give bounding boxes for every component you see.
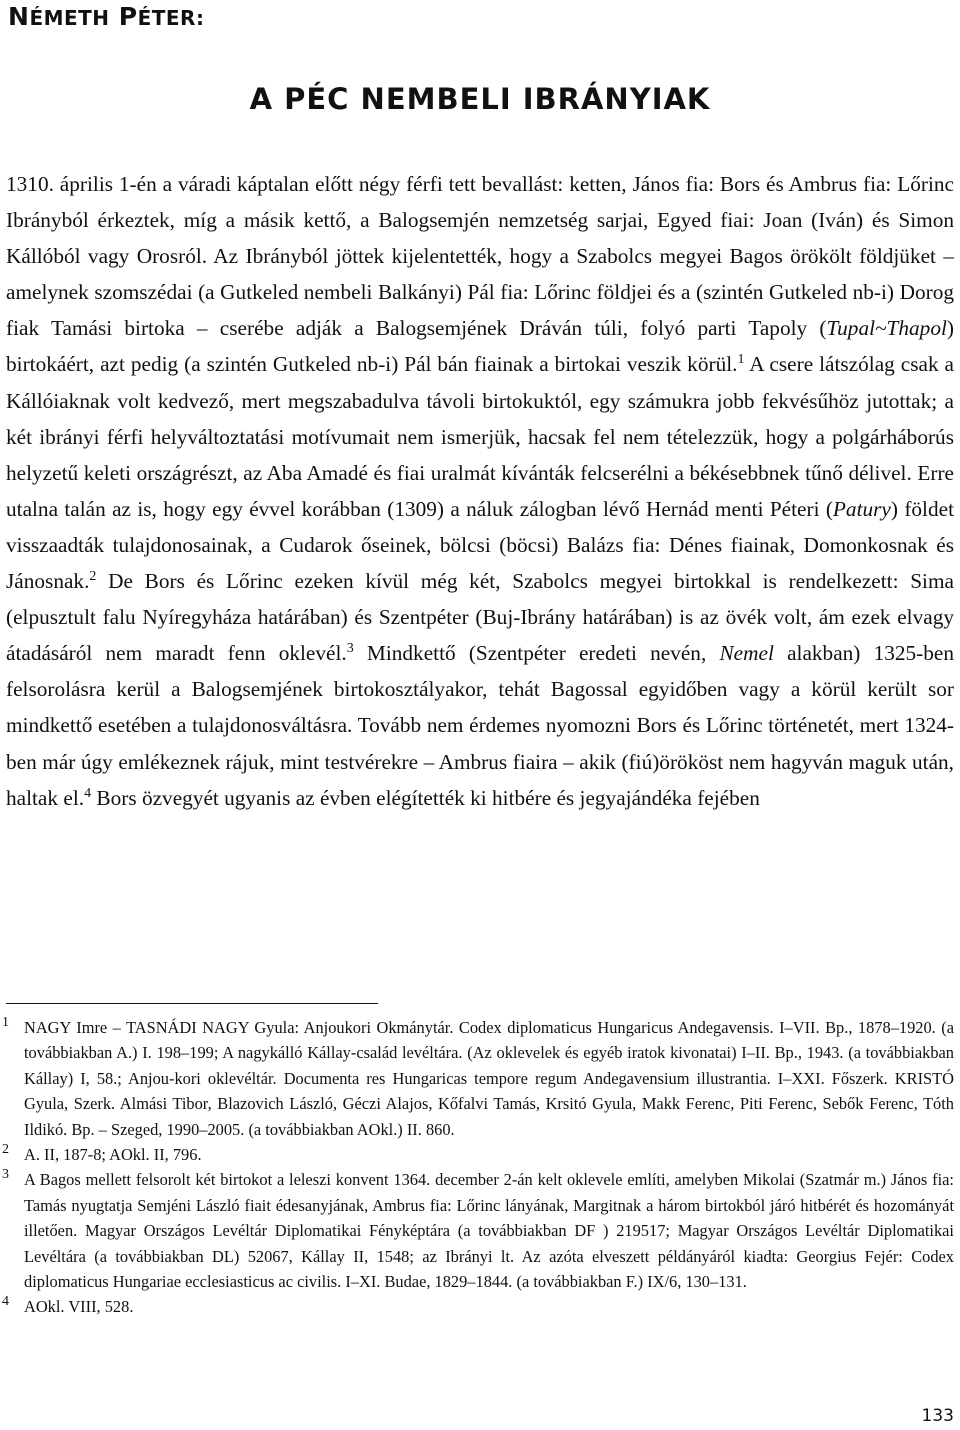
body-paragraph xyxy=(6,166,954,816)
place-name-italic: Nemel xyxy=(719,641,774,666)
footnote-text: A. II, 187-8; AOkl. II, 796. xyxy=(24,1145,202,1165)
footnote-divider xyxy=(6,1003,378,1004)
author-initial-1: N xyxy=(8,2,30,31)
footnote-ref-2[interactable]: 2 xyxy=(89,569,97,585)
body-text xyxy=(6,166,954,816)
body-text-segment: Mindkettő (Szentpéter eredeti nevén, xyxy=(353,641,720,666)
author-rest-2: ÉTER: xyxy=(137,6,205,30)
footnote-number: 1 xyxy=(2,1015,9,1030)
body-text-segment: alakban) 1325-ben felsorolásra kerül a Balogsemjének birtokosztályakor, tehát Bagossal egyidőben vagy a körül került sor mindkettő esetében a tulajdonosváltásra. Tovább nem érdemes nyomozni Bors és Lőrinc történetét, mert 1324-ben már úgy emlékeznek rájuk, mint testvérekre – Ambrus fiaira – akik (fiú)örököst nem hagyván maguk után, haltak el. xyxy=(6,641,955,810)
footnotes xyxy=(2,1015,954,1320)
footnote-ref-4[interactable]: 4 xyxy=(84,785,92,801)
place-name-italic: Tupal~Thapol xyxy=(826,316,947,341)
body-text-segment: De Bors és Lőrinc ezeken kívül még két, Szabolcs megyei birtokkal is rendelkezett: Sima (elpusztult falu Nyíregyháza határában) és Szentpéter (Buj-Ibrány határában) is az övék volt, ám ezek elvagy átadásáról nem maradt fenn oklevél. xyxy=(6,569,954,666)
body-text-segment: A csere látszólag csak a Kállóiaknak volt kedvező, mert megszabadulva távoli birtokuktól, egy számukra jobb fekvésűhöz jutottak; a két ibrányi férfi helyváltoztatási motívumait nem ismerjük, hacsak fel nem tételezzük, hogy a polgárháborús helyzetű keleti országrészt, az Aba Amadé és fiai uralmát kívánták felcserélni a békésebbnek tűnő délivel. Erre utalna talán az is, hogy egy évvel korábban (1309) a náluk zálogban lévő Hernád menti Péteri ( xyxy=(6,352,954,521)
body-text-segment: 1310. április 1-én a váradi káptalan előtt négy férfi tett bevallást: ketten, János fia: Bors és Ambrus fia: Lőrinc Ibrányból érkeztek, míg a másik kettő, a Balogsemjén nemzetség sarjai, Egyed fiai: Joan (Iván) és Simon Kállóból vagy Orosról. Az Ibrányból jöttek kijelentették, hogy a Szabolcs megyei Bagos örökölt földjüket – amelynek szomszédai (a Gutkeled nembeli Balkányi) Pál fia: Lőrinc földjei és a (szintén Gutkeled nb-i) Dorog fiak Tamási birtoka – cserébe adják a Balogsemjének Dráván túli, folyó parti Tapoly ( xyxy=(6,172,954,341)
footnote-2 xyxy=(2,1142,954,1167)
footnote-number: 2 xyxy=(2,1142,9,1158)
place-name-italic: Patury xyxy=(832,496,891,521)
author-rest-1: ÉMETH xyxy=(29,6,110,30)
footnote-4 xyxy=(2,1294,954,1319)
body-text-segment: Bors özvegyét ugyanis az évben elégítették ki hitbére és jegyajándéka fejében xyxy=(91,785,760,810)
footnote-3 xyxy=(2,1167,954,1294)
footnote-text: NAGY Imre – TASNÁDI NAGY Gyula: Anjoukori Okmánytár. Codex diplomaticus Hungaricus Andegavensis. I–VII. Bp., 1878–1920. (a továbbiakban A.) I. 198–199; A nagykálló Kállay-család levéltára. (Az oklevelek és egyéb iratok kivonatai) I–II. Bp., 1943. (a továbbiakban Kállay) I, 58.; Anjou-kori oklevéltár. Documenta res Hungaricas tempore regum Andegavensium illustrantia. I–XXI. Főszerk. KRISTÓ Gyula, Szerk. Almási Tibor, Blazovich László, Géczi Alajos, Kőfalvi Tamás, Krsitó Gyula, Makk Ferenc, Piti Ferenc, Sebők Ferenc, Tóth Ildikó. Bp. – Szeged, 1990–2005. (a továbbiakban AOkl.) II. 860. xyxy=(24,1018,954,1139)
body-text-segment: ) földet visszaadták tulajdonosainak, a Cudarok őseinek, bölcsi (böcsi) Balázs fia: Dénes fiainak, Domonkosnak és Jánosnak. xyxy=(6,496,954,594)
footnote-ref-1[interactable]: 1 xyxy=(737,352,745,368)
page-number: 133 xyxy=(921,1406,954,1426)
footnote-text: AOkl. VIII, 528. xyxy=(24,1297,134,1317)
footnote-1 xyxy=(2,1015,954,1142)
body-text-segment: ) birtokáért, azt pedig (a szintén Gutkeled nb-i) Pál bán fiainak a birtokai veszik körül. xyxy=(6,316,954,377)
article-title: A PÉC NEMBELI IBRÁNYIAK xyxy=(249,82,711,116)
footnote-number: 3 xyxy=(2,1167,9,1183)
footnote-ref-3[interactable]: 3 xyxy=(346,641,354,657)
footnote-text: A Bagos mellett felsorolt két birtokot a leleszi konvent 1364. december 2-án kelt oklevele említi, amelyben Mikolai (Szatmár m.) János fia: Tamás nyugtatja Semjéni László fiait édesanyjának, Ambrus fia: Lőrinc lányának, Margitnak a három birtokból járó hitbérét és hozományát illetően. Magyar Országos Levéltár Diplomatikai Fényképtára (a továbbiakban DF ) 219517; Magyar Országos Levéltár Diplomatikai Levéltára (a továbbiakban DL) 52067, Kállay II, 1548; az Ibrányi lt. Az azóta elveszett példányáról kiadta: Georgius Fejér: Codex diplomaticus Hungariae ecclesiasticus ac civilis. I–XI. Budae, 1829–1844. (a továbbiakban F.) IX/6, 130–131. xyxy=(24,1170,954,1292)
author-initial-2: P xyxy=(118,2,138,31)
footnote-number: 4 xyxy=(2,1294,9,1310)
author-name xyxy=(8,2,204,31)
